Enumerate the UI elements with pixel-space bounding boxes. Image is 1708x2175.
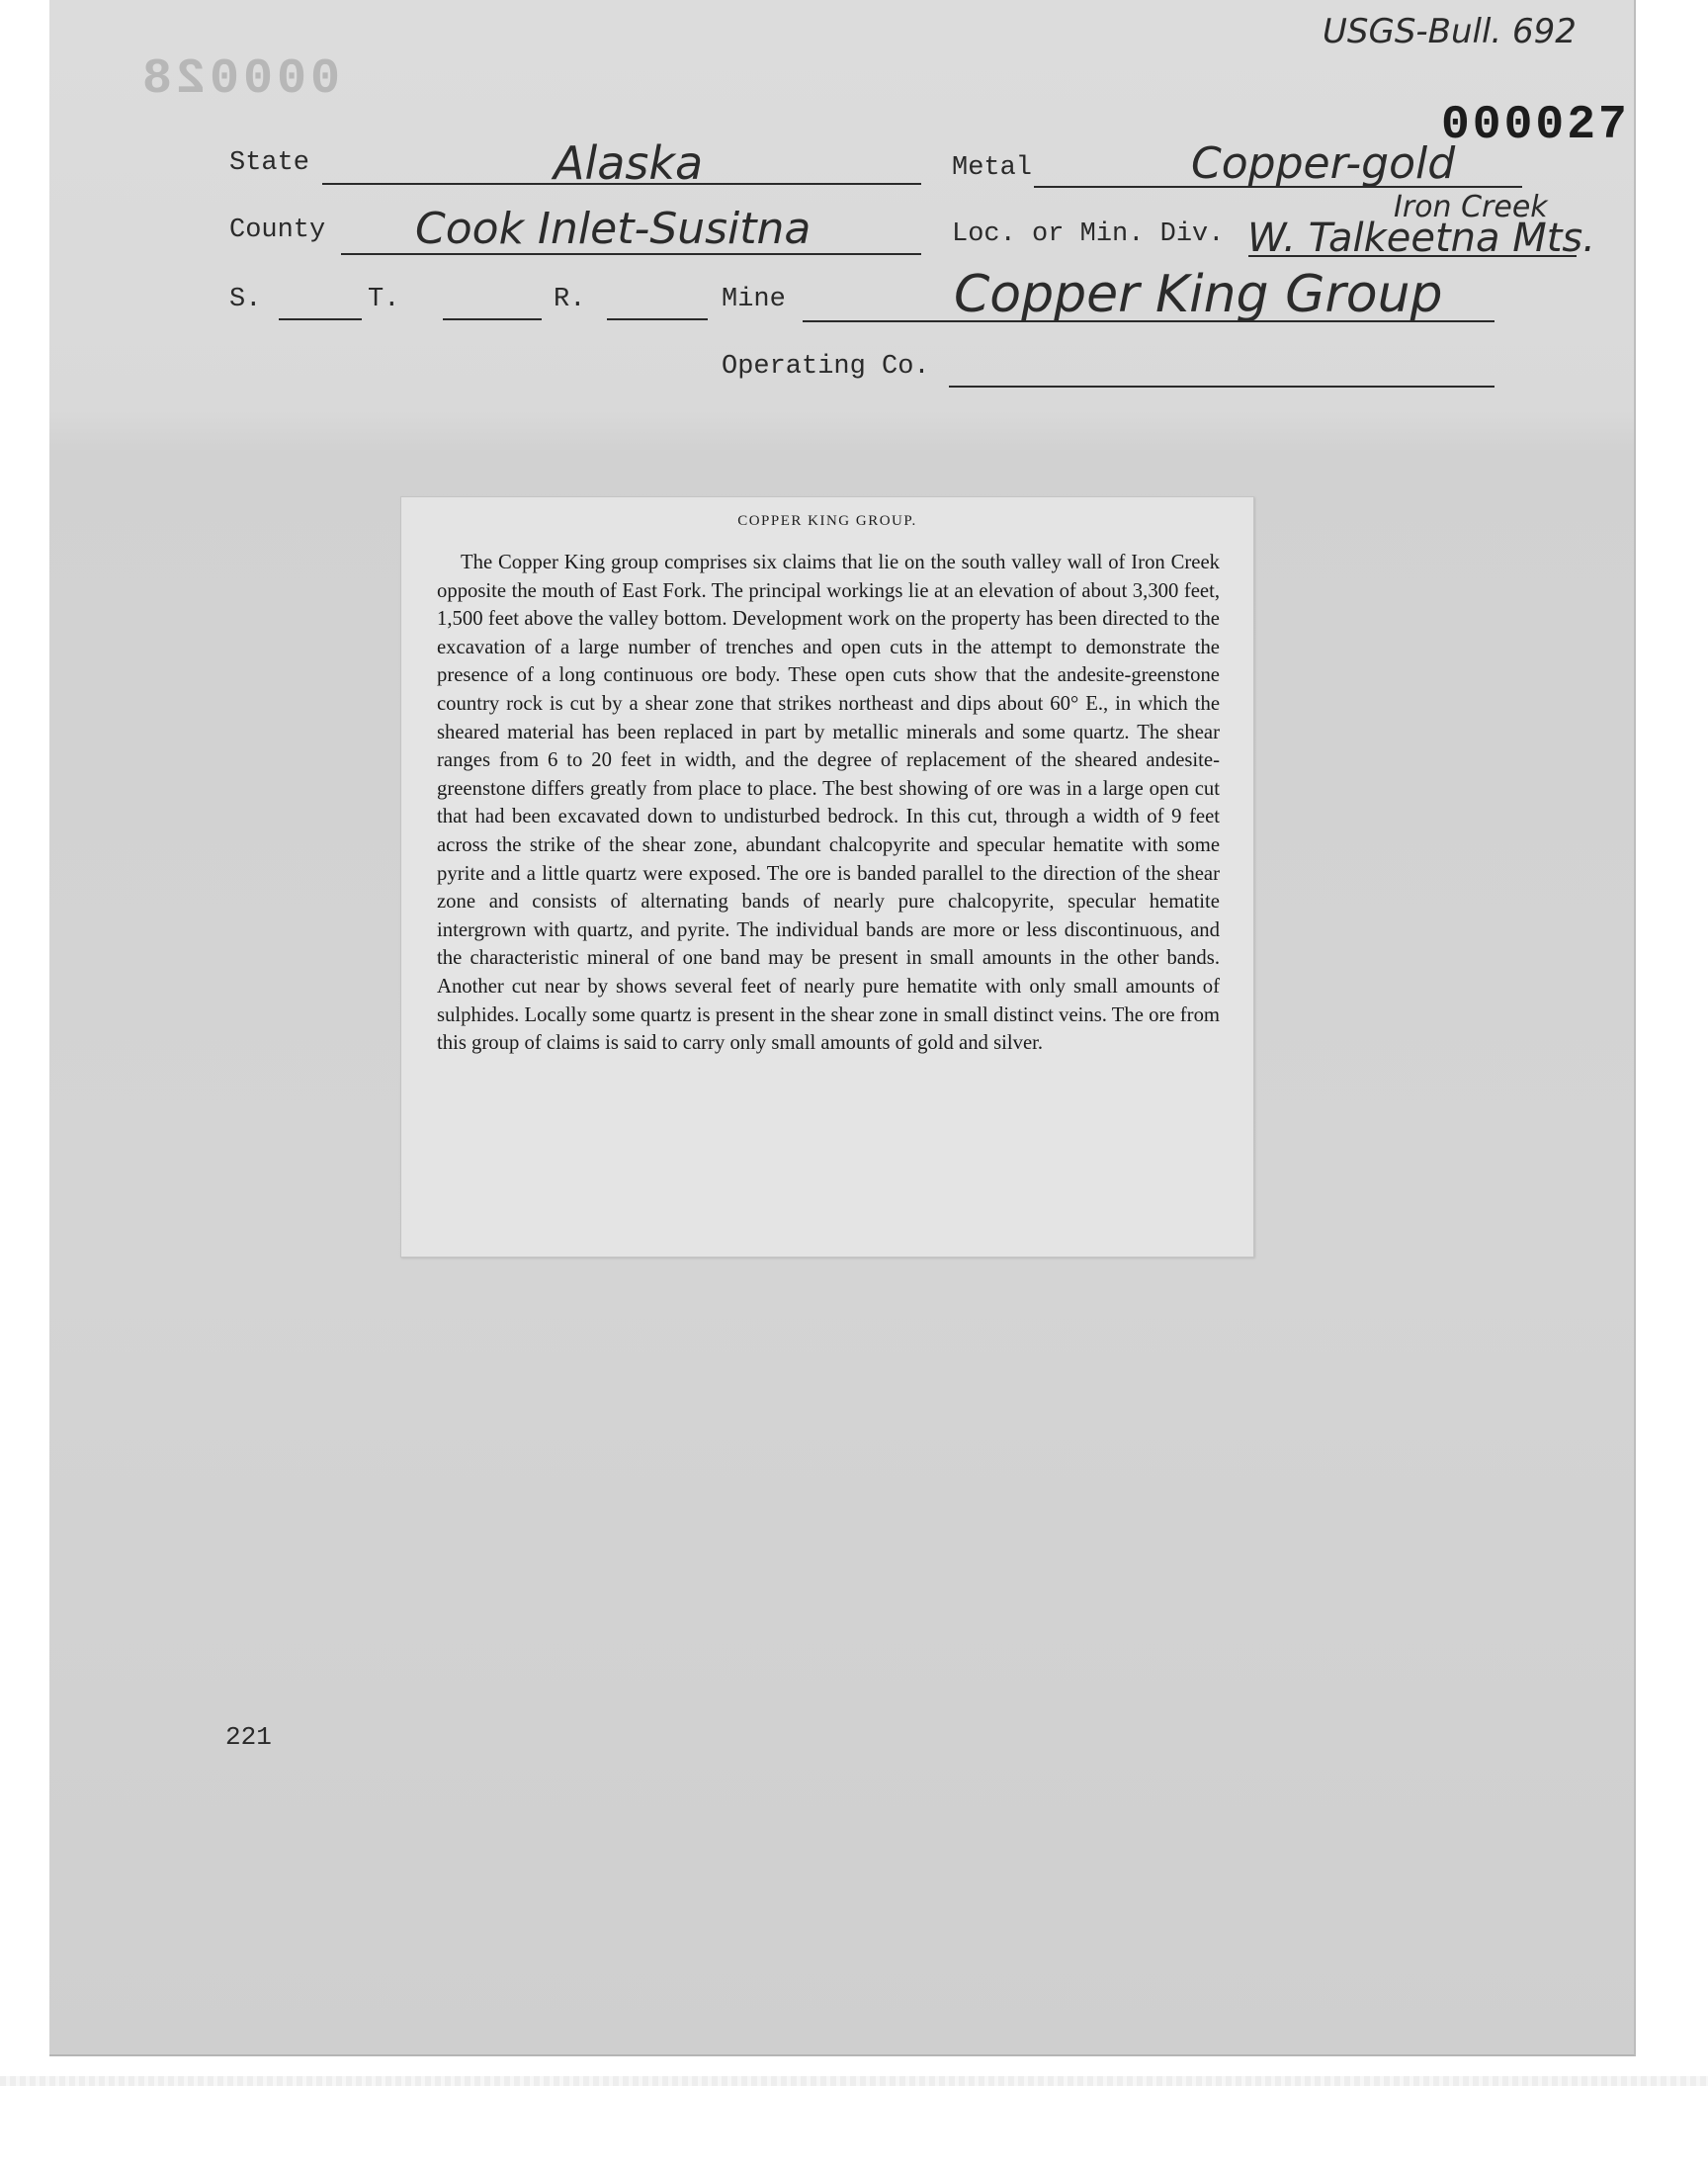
- section-label: S.: [229, 285, 262, 314]
- loc-value-top: Iron Creek: [1394, 190, 1548, 224]
- loc-label: Loc. or Min. Div.: [952, 219, 1225, 249]
- range-line: [607, 318, 708, 320]
- section-line: [279, 318, 362, 320]
- county-value: Cook Inlet-Susitna: [415, 204, 811, 254]
- metal-value: Copper-gold: [1191, 138, 1456, 189]
- operating-line: [949, 386, 1494, 388]
- scan-edge-strip: [0, 2076, 1708, 2086]
- clipping-body: The Copper King group comprises six claims that lie on the south valley wall of Iron Creek opposite the mouth of East Fork. The principal workings lie at an elevation of about 3,300 feet, 1,500 feet above the valley bottom. Development work on the property has been directed to the excavation of a large number of trenches and open cuts in the attempt to demonstrate the presence of a long continuous ore body. These open cuts show that the andesite-greenstone country rock is cut by a shear zone that strikes northeast and dips about 60° E., in which the sheared material has been replaced in part by metallic minerals and some quartz. The shear ranges from 6 to 20 feet in width, and the degree of replacement of the sheared andesite-greenstone differs greatly from place to place. The best showing of ore was in a large open cut that had been excavated down to undisturbed bedrock. In this cut, through a width of 9 feet across the strike of the shear zone, abundant chalcopyrite and specular hematite with some pyrite and a little quartz were exposed. The ore is banded parallel to the direction of the shear zone and consists of alternating bands of nearly pure chalcopyrite, specular hematite intergrown with quartz, and pyrite. The individual bands are more or less discontinuous, and the characteristic mineral of one band may be present in small amounts in the other bands. Another cut near by shows several feet of nearly pure hematite with only small amounts of sulphides. Locally some quartz is present in the shear zone in small distinct veins. The ore from this group of claims is said to carry only small amounts of gold and silver.: [437, 552, 1220, 1055]
- metal-label: Metal: [952, 153, 1033, 183]
- county-label: County: [229, 216, 326, 245]
- corner-note: USGS-Bull. 692: [1323, 12, 1577, 51]
- state-value: Alaska: [554, 136, 704, 190]
- range-label: R.: [554, 285, 586, 314]
- page-number: 221: [225, 1722, 272, 1752]
- clipping-title: COPPER KING GROUP.: [737, 513, 917, 529]
- state-label: State: [229, 148, 310, 178]
- township-label: T.: [368, 285, 400, 314]
- mine-value: Copper King Group: [954, 265, 1443, 324]
- operating-label: Operating Co.: [722, 352, 930, 382]
- township-line: [443, 318, 542, 320]
- ghost-number: 000028: [138, 51, 341, 108]
- loc-value: W. Talkeetna Mts.: [1247, 216, 1595, 261]
- record-number: 000027: [1441, 99, 1630, 152]
- mine-label: Mine: [722, 285, 786, 314]
- bulletin-clipping: [400, 496, 1254, 1258]
